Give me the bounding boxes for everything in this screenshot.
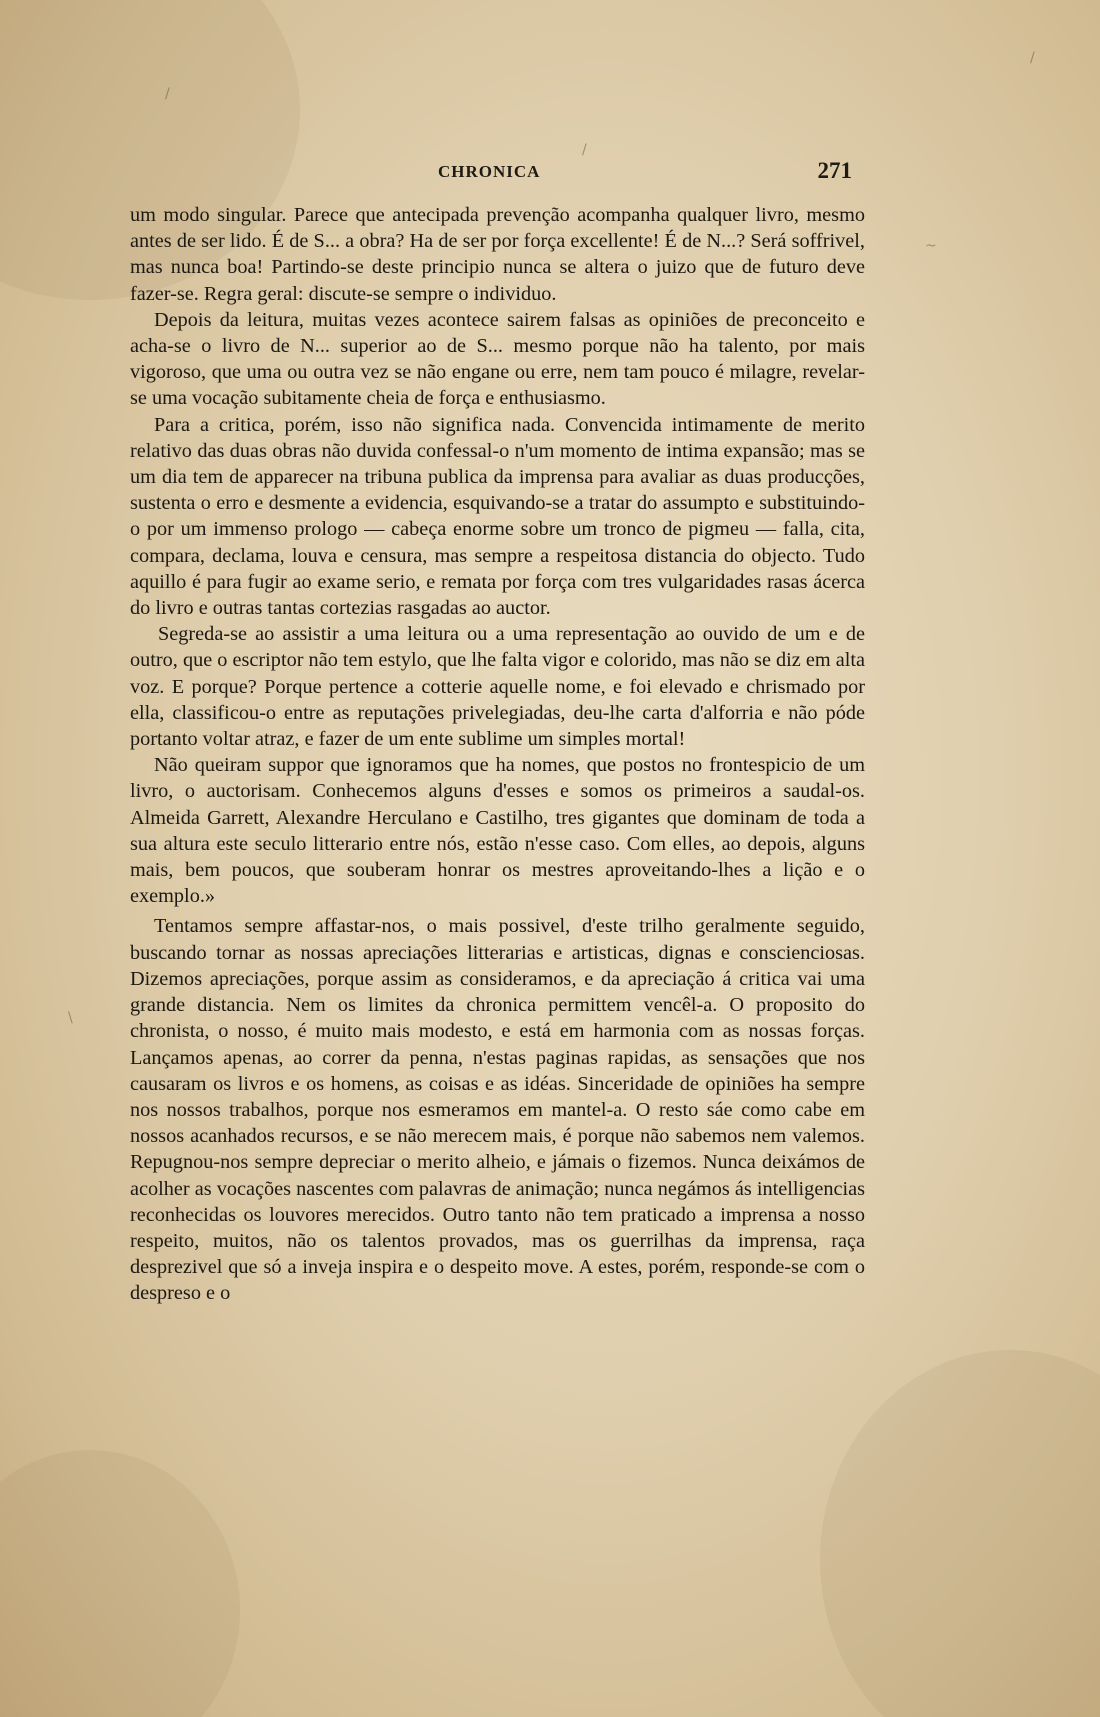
body-text <box>130 202 865 1307</box>
running-head: CHRONICA <box>438 162 541 181</box>
paragraph: Para a critica, porém, isso não significa nada. Convencida intimamente de merito relativo das duas obras não duvida confessal-o n'um momento de intima expansão; mas se um dia tem de apparecer na tribuna publica da imprensa para avaliar as duas producções, sustenta o erro e desmente a evidencia, esquivando-se a tratar do assumpto e substituindo-o por um immenso prologo — cabeça enorme sobre um tronco de pigmeu — falla, cita, compara, declama, louva e censura, mas sempre a respeitosa distancia do objecto. Tudo aquillo é para fugir ao exame serio, e remata por força com tres vulgaridades rasas ácerca do livro e outras tantas cortezias rasgadas ao auctor. <box>130 413 865 620</box>
paper-stain <box>820 1350 1100 1717</box>
page-header <box>130 158 860 188</box>
ink-speck: / <box>582 142 587 158</box>
paragraph: Depois da leitura, muitas vezes acontece sairem falsas as opiniões de preconceito e acha-se o livro de N... superior ao de S... mesmo porque não ha talento, por mais vigoroso, que uma ou outra vez se não engane ou erre, nem tam pouco é milagre, revelar-se uma vocação subitamente cheia de força e enthusiasmo. <box>130 308 865 410</box>
paragraph: um modo singular. Parece que antecipada prevenção acompanha qualquer livro, mesmo antes de ser lido. É de S... a obra? Ha de ser por força excellente! É de N...? Será soffrivel, mas nunca boa! Partindo-se deste principio nunca se altera o juizo que de futuro deve fazer-se. Regra geral: discute-se sempre o individuo. <box>130 204 865 305</box>
ink-speck: / <box>1030 50 1035 66</box>
paragraph: Segreda-se ao assistir a uma leitura ou a uma representação ao ouvido de um e de outro, que o escriptor não tem estylo, que lhe falta vigor e colorido, mas não se diz em alta voz. E porque? Porque pertence a cotterie aquelle nome, e foi elevado e chrismado por ella, classificou-o entre as reputações privelegiadas, deu-lhe carta d'alforria e não póde portanto voltar atraz, e fazer de um ente sublime um simples mortal! <box>130 623 865 751</box>
paragraph: Tentamos sempre affastar-nos, o mais possivel, d'este trilho geralmente seguido, buscando tornar as nossas apreciações litterarias e artisticas, dignas e conscienciosas. Dizemos apreciações, porque assim as consideramos, e da apreciação á critica vai uma grande distancia. Nem os limites da chronica permittem vencêl-a. O proposito do chronista, o nosso, é muito mais modesto, e está em harmonia com as nossas forças. Lançamos apenas, ao correr da penna, n'estas paginas rapidas, as sensações que nos causaram os livros e os homens, as coisas e as idéas. Sinceridade de opiniões ha sempre nos nossos trabalhos, porque nos esmeramos em mantel-a. O resto sáe como cabe em nossos acanhados recursos, e se não merecem mais, é porque não sabemos nem valemos. Repugnou-nos sempre depreciar o merito alheio, e jámais o fizemos. Nunca deixámos de acolher as vocações nascentes com palavras de animação; nunca negámos ás intelligencias reconhecidas os louvores merecidos. Outro tanto não tem praticado a imprensa a nosso respeito, muitos, não os talentos provados, mas os guerrilhas da imprensa, raça desprezivel que só a inveja inspira e o despeito move. A estes, porém, responde-se com o despreso e o <box>130 915 865 1305</box>
page-number: 271 <box>817 158 852 183</box>
paper-stain <box>0 1450 240 1717</box>
ink-speck: \ <box>68 1010 73 1026</box>
ink-speck: / <box>165 86 170 102</box>
ink-speck: ~ <box>925 238 937 254</box>
paragraph: Não queiram suppor que ignoramos que ha nomes, que postos no frontespicio de um livro, o auctorisam. Conhecemos alguns d'esses e somos os primeiros a saudal-os. Almeida Garrett, Alexandre Herculano e Castilho, tres gigantes que dominam de toda a sua altura este seculo litterario entre nós, estão n'esse caso. Com elles, ao depois, alguns mais, bem poucos, que souberam honrar os mestres aproveitando-lhes a lição e o exemplo.» <box>130 754 865 908</box>
